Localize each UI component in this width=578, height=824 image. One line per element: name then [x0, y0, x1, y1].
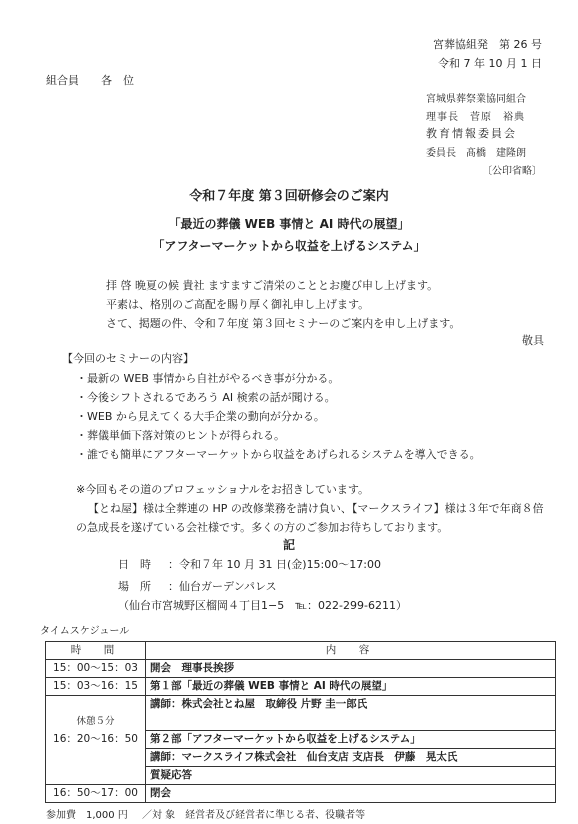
sender-org: 宮城県葬祭業協同組合 [426, 94, 526, 105]
row-time: 15：00～15：03 [46, 660, 146, 678]
row-time [46, 767, 146, 785]
header-content: 内 容 [146, 642, 556, 660]
row-time [46, 749, 146, 767]
document-number: 宮葬協組発 第 26 号 [433, 38, 542, 51]
sender-committee: 教育情報委員会 [426, 127, 517, 140]
table-row [46, 785, 556, 803]
seminar-header: 【今回のセミナーの内容】 [62, 352, 194, 365]
table-row [46, 749, 556, 767]
ki-mark: 記 [282, 538, 295, 552]
row-time: 16：20～16：50 [46, 731, 146, 749]
page-title: 令和７年度 第３回研修会のご案内 [189, 189, 389, 204]
seal-omitted: 〔公印省略〕 [482, 166, 542, 177]
schedule-title: タイムスケジュール [40, 626, 130, 637]
table-row [46, 678, 556, 696]
recipient: 組合員 各 位 [46, 74, 134, 87]
target-audience: ／対 象 経営者及び経営者に準じる者、役職者等 [142, 810, 366, 821]
row-time: 15：03～16：15 [46, 678, 146, 696]
row-content: 講師：株式会社とね屋 取締役 片野 圭一郎氏 [146, 696, 556, 714]
bullet-item: ・最新の WEB 事情から自社がやるべき事が分かる。 [76, 372, 340, 385]
subtitle-1: 「最近の葬儀 WEB 事情と AI 時代の展望」 [168, 217, 410, 231]
row-content: 開会 理事長挨拶 [146, 660, 556, 678]
table-row [46, 713, 556, 731]
bullet-item: ・葬儀単価下落対策のヒントが得られる。 [76, 429, 285, 442]
row-content: 第２部「アフターマーケットから収益を上げるシステム」 [146, 731, 556, 749]
table-row [46, 696, 556, 714]
table-row [46, 731, 556, 749]
bullet-item: ・今後シフトされるであろう AI 検索の話が聞ける。 [76, 391, 336, 404]
greeting-line-1: 拝 啓 晩夏の候 貴社 ますますご清栄のこととお慶び申し上げます。 [106, 279, 439, 292]
datetime-label: 日 時 [118, 558, 151, 571]
note: ※今回もその道のプロフェッショナルをお招きしています。 [76, 483, 370, 496]
datetime-value: ：令和７年 10 月 31 日(金)15:00～17:00 [168, 558, 381, 571]
sender-member: 委員長 髙橋 建隆朗 [426, 148, 526, 159]
sender-chair: 理事長 菅原 裕典 [426, 112, 525, 123]
description-line-1: 【とね屋】様は全葬連の HP の改修業務を請け負い、【マークスライフ】様は３年で年商８倍 [88, 502, 544, 515]
header-time: 時 間 [46, 642, 146, 660]
greeting-line-2: 平素は、格別のご高配を賜り厚く御礼申し上げます。 [106, 298, 370, 311]
greeting-line-3: さて、掲題の件、令和７年度 第３回セミナーのご案内を申し上げます。 [106, 317, 461, 330]
bullet-item: ・誰でも簡単にアフターマーケットから収益をあげられるシステムを導入できる。 [76, 448, 481, 461]
schedule-table [45, 641, 556, 803]
place-value: ：仙台ガーデンパレス [168, 580, 277, 593]
address: （仙台市宮城野区榴岡４丁目1−5 ℡：022‐299‐6211） [118, 599, 407, 612]
description-line-2: の急成長を遂げている会社様です。多くの方のご参加お待ちしております。 [76, 521, 449, 534]
subtitle-2: 「アフターマーケットから収益を上げるシステム」 [152, 239, 426, 253]
document-date: 令和 7 年 10 月 1 日 [438, 57, 542, 70]
row-time [46, 696, 146, 714]
place-label: 場 所 [118, 580, 151, 593]
table-header-row [46, 642, 556, 660]
row-content: 閉会 [146, 785, 556, 803]
table-row [46, 767, 556, 785]
row-time: 16：50～17：00 [46, 785, 146, 803]
fee: 参加費 1,000 円 [46, 810, 128, 821]
row-content [146, 713, 556, 731]
row-content: 第１部「最近の葬儀 WEB 事情と AI 時代の展望」 [146, 678, 556, 696]
row-content: 講師：マークスライフ株式会社 仙台支店 支店長 伊藤 晃太氏 [146, 749, 556, 767]
bullet-item: ・WEB から見えてくる大手企業の動向が分かる。 [76, 410, 325, 423]
closing: 敬具 [522, 334, 544, 347]
row-time: 休憩５分 [46, 713, 146, 731]
row-content: 質疑応答 [146, 767, 556, 785]
table-row [46, 660, 556, 678]
